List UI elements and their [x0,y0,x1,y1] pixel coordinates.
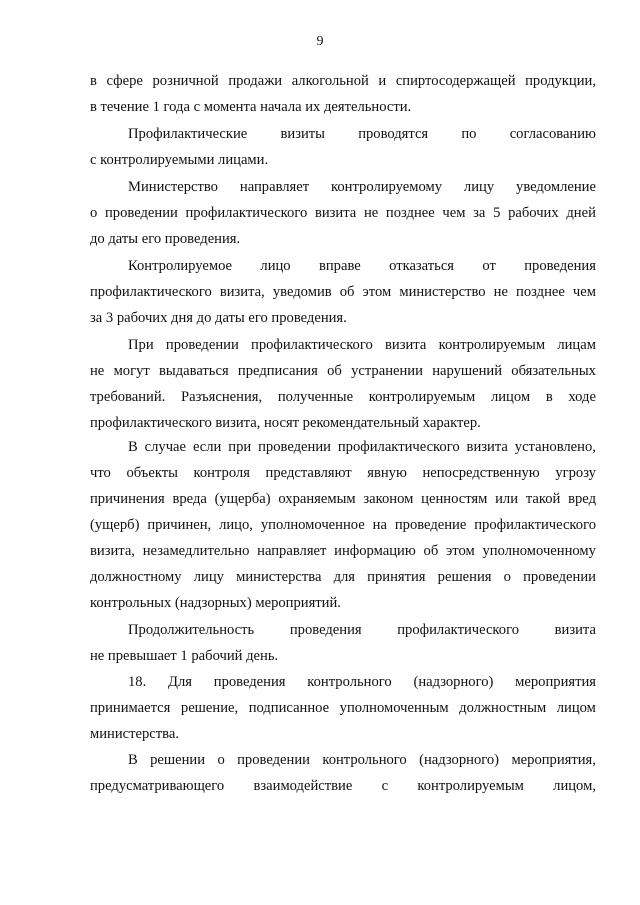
text-line: Продолжительность проведения профилактического визита [128,622,596,638]
text-line: до даты его проведения. [90,231,241,247]
text-line: принимается решение, подписанное уполномоченным должностным лицом [90,700,596,716]
text-line: В решении о проведении контрольного (надзорного) мероприятия, [128,752,596,768]
text-line: требований. Разъяснения, полученные контролируемым лицом в ходе [90,389,596,405]
paragraph [90,332,596,436]
text-line: профилактического визита, уведомив об этом министерство не позднее чем [90,284,596,300]
text-line: за 3 рабочих дня до даты его проведения. [90,310,347,326]
paragraph [90,434,596,616]
text-line: причинения вреда (ущерба) охраняемым законом ценностям или такой вред [90,491,596,507]
paragraph [90,617,596,669]
text-line: с контролируемыми лицами. [90,152,269,168]
text-line: должностному лицу министерства для принятия решения о проведении [90,569,596,585]
text-line: Министерство направляет контролируемому лицу уведомление [128,179,596,195]
text-line: в сфере розничной продажи алкогольной и спиртосодержащей продукции, [90,73,596,89]
paragraph [90,68,596,120]
text-line: что объекты контроля представляют явную непосредственную угрозу [90,465,596,481]
page-number: 9 [316,34,324,49]
text-line: визита, незамедлительно направляет информацию об этом уполномоченному [90,543,596,559]
paragraph [90,669,596,747]
paragraph [90,747,596,799]
text-line: (ущерб) причинен, лицо, уполномоченное на проведение профилактического [90,517,596,533]
text-line: не могут выдаваться предписания об устранении нарушений обязательных [90,363,596,379]
text-line: предусматривающего взаимодействие с контролируемым лицом, [90,778,596,794]
paragraph [90,121,596,173]
text-line: Профилактические визиты проводятся по согласованию [128,126,596,142]
text-line: о проведении профилактического визита не позднее чем за 5 рабочих дней [90,205,596,221]
text-line: в течение 1 года с момента начала их деятельности. [90,99,412,115]
text-line: При проведении профилактического визита контролируемым лицам [128,337,596,353]
text-line: контрольных (надзорных) мероприятий. [90,595,341,611]
text-line: министерства. [90,726,179,742]
text-line: не превышает 1 рабочий день. [90,648,279,664]
text-line: 18. Для проведения контрольного (надзорного) мероприятия [128,674,596,690]
paragraph [90,174,596,252]
text-line: Контролируемое лицо вправе отказаться от проведения [128,258,596,274]
paragraph [90,253,596,331]
text-line: профилактического визита, носят рекомендательный характер. [90,415,481,431]
text-line: В случае если при проведении профилактического визита установлено, [128,439,596,455]
